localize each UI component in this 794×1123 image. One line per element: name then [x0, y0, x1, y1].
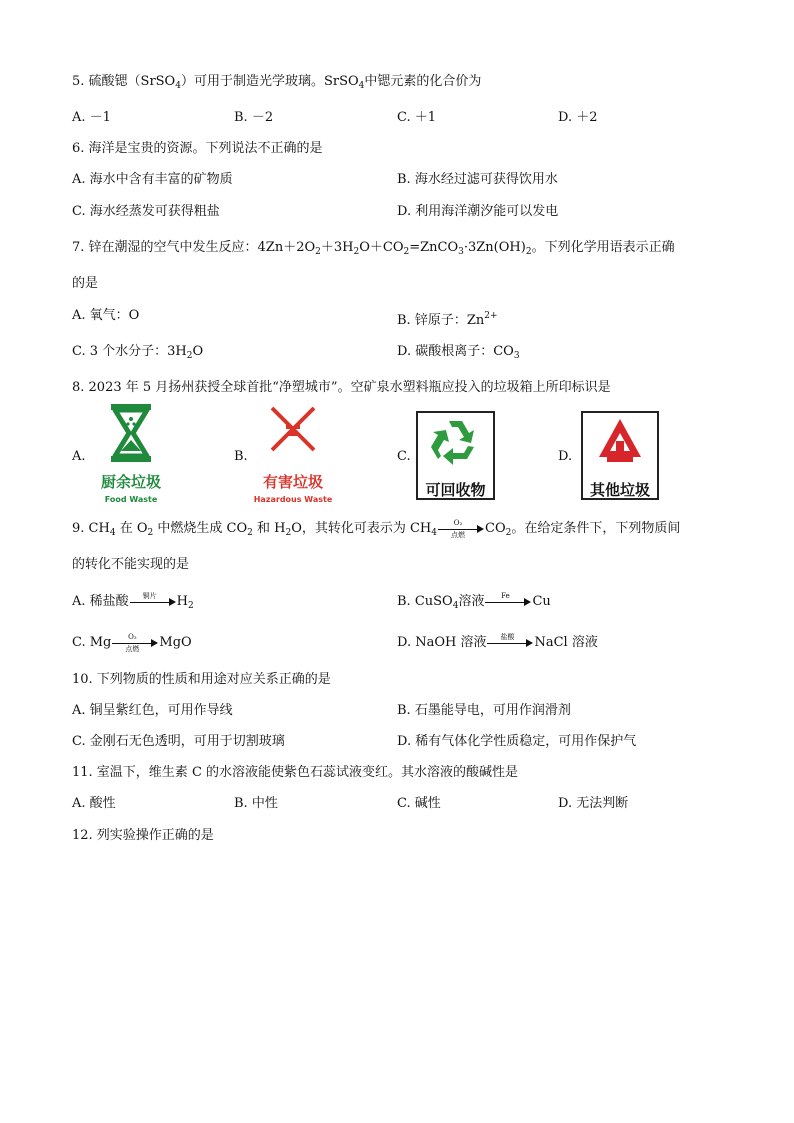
reaction-arrow: O₂ 点燃	[112, 636, 158, 650]
hazardous-waste-cn: 有害垃圾	[262, 473, 323, 491]
q11-stem: 11. 室温下，维生素 C 的水溶液能使紫色石蕊试液变红。其水溶液的酸碱性是	[72, 765, 519, 780]
q6-option-a: A. 海水中含有丰富的矿物质	[72, 172, 233, 187]
q5-option-b: B. －2	[234, 110, 274, 125]
q10-option-d: D. 稀有气体化学性质稳定，可用作保护气	[397, 734, 637, 749]
q9-option-c: C. Mg O₂ 点燃 MgO	[72, 632, 192, 653]
q5-option-c: C. ＋1	[397, 110, 437, 125]
q12-stem: 12. 列实验操作正确的是	[72, 828, 214, 843]
q9-stem: 9. $CH_4$ 在 $O_2$ 中燃烧生成 $CO_2$ 和 $H_2O$，其转化可表示为 $CH_4$ O₂ 点燃 $CO_2$。在给定条件下，下列物质间	[72, 518, 681, 539]
q7-option-c: C. 3 个水分子：$3H_2O$	[72, 344, 204, 361]
q7-option-b: B. 锌原子：$Zn^{2+}$	[397, 311, 498, 328]
other-waste-icon	[583, 413, 657, 471]
recycle-icon	[418, 413, 493, 471]
hazardous-waste-icon	[250, 402, 336, 464]
q11-option-b: B. 中性	[234, 796, 278, 811]
q6-option-b: B. 海水经过滤可获得饮用水	[397, 172, 558, 187]
q7-stem: 7. 锌在潮湿的空气中发生反应：$4Zn+2O_2+3H_2O+CO_2=ZnCO_3\cdot 3Zn(OH)_2$。下列化学用语表示正确	[72, 240, 675, 257]
q6-option-d: D. 利用海洋潮汐能可以发电	[397, 204, 559, 219]
food-waste-cn: 厨余垃圾	[100, 473, 161, 491]
q8-option-c-label: C.	[397, 449, 411, 464]
reaction-arrow: 铜片	[130, 595, 176, 609]
other-waste-cn: 其他垃圾	[589, 481, 650, 499]
other-waste-sign	[581, 411, 659, 500]
reaction-arrow: Fe	[485, 595, 531, 609]
q8-option-a-label: A.	[72, 449, 86, 464]
q5-option-a: A. －1	[72, 110, 111, 125]
reaction-arrow: O₂ 点燃	[438, 522, 484, 536]
recyclable-sign	[416, 411, 495, 500]
q11-option-a: A. 酸性	[72, 796, 116, 811]
q7-option-a: A. 氧气：O	[72, 308, 140, 323]
q8-option-d-label: D.	[558, 449, 573, 464]
food-waste-en: Food Waste	[104, 495, 158, 504]
q9-stem-cont: 的转化不能实现的是	[72, 557, 190, 572]
q11-option-d: D. 无法判断	[558, 796, 629, 811]
q10-option-c: C. 金刚石无色透明，可用于切割玻璃	[72, 734, 285, 749]
q8-stem: 8. 2023 年 5 月扬州获授全球首批“净塑城市”。空矿泉水塑料瓶应投入的垃圾箱上所印标识是	[72, 380, 611, 395]
q10-stem: 10. 下列物质的性质和用途对应关系正确的是	[72, 672, 331, 687]
q5-option-d: D. ＋2	[558, 110, 598, 125]
q9-option-a: A. 稀盐酸 铜片 $H_2$	[72, 591, 194, 611]
q11-option-c: C. 碱性	[397, 796, 441, 811]
q10-option-b: B. 石墨能导电，可用作润滑剂	[397, 703, 571, 718]
q7-option-d: D. 碳酸根离子：$CO_3$	[397, 344, 520, 361]
q8-option-b-label: B.	[234, 449, 248, 464]
q9-option-d: D. NaOH 溶液 盐酸 NaCl 溶液	[397, 632, 598, 650]
q7-stem-cont: 的是	[72, 276, 99, 291]
q6-stem: 6. 海洋是宝贵的资源。下列说法不正确的是	[72, 141, 323, 156]
food-waste-sign	[88, 402, 174, 508]
q9-option-b: B. CuSO$_4$溶液 Fe Cu	[397, 591, 551, 611]
recyclable-cn: 可回收物	[425, 481, 486, 499]
hazardous-waste-sign	[250, 402, 336, 508]
q6-option-c: C. 海水经蒸发可获得粗盐	[72, 204, 220, 219]
food-waste-icon	[88, 402, 174, 464]
hazardous-waste-en: Hazardous Waste	[253, 495, 333, 504]
q10-option-a: A. 铜呈紫红色，可用作导线	[72, 703, 233, 718]
reaction-arrow: 盐酸	[487, 636, 533, 650]
q5-stem: 5. 硫酸锶（SrSO$_4$）可用于制造光学玻璃。SrSO$_4$中锶元素的化合价为	[72, 74, 482, 91]
